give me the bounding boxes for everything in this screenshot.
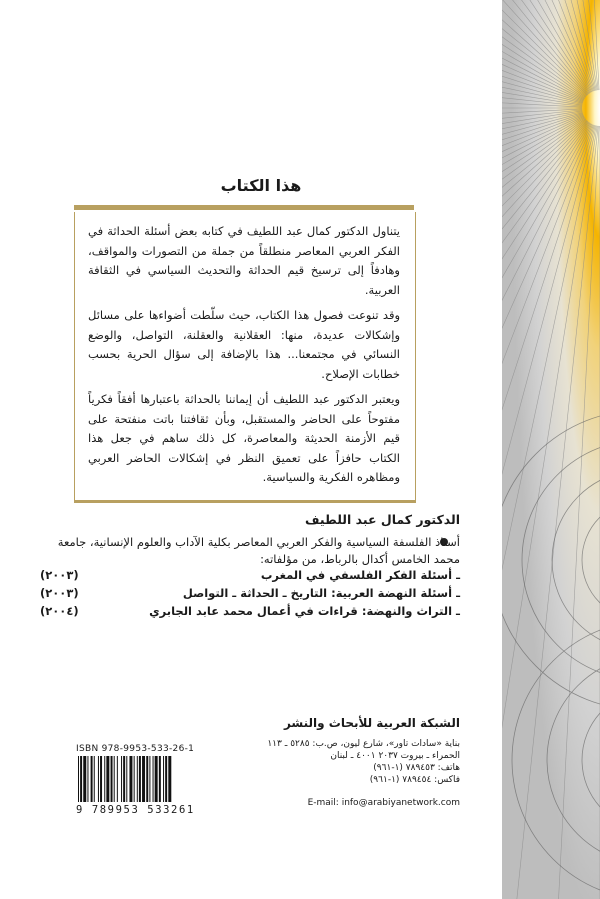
work-item (40, 584, 460, 602)
work-title: ـ التراث والنهضة: قراءات في أعمال محمد عابد الجابري (149, 604, 460, 618)
author-works-list (40, 566, 460, 620)
address-line: بناية «سادات تاور»، شارع ليون، ص.ب: ٥٢٨٥ ـ ١١٣ (267, 739, 460, 749)
publisher-name: الشبكة العربية للأبحاث والنشر (283, 716, 460, 730)
address-line: الحمراء ـ بيروت ٢٠٣٧ ٤٠٠١ ـ لبنان (330, 751, 460, 761)
work-year: (٢٠٠٣) (40, 568, 79, 582)
section-heading: هذا الكتاب (220, 176, 302, 195)
publisher-email: E-mail: info@arabiyanetwork.com (307, 798, 460, 808)
work-item (40, 566, 460, 584)
sunburst-art (502, 0, 600, 899)
work-title: ـ أسئلة النهضة العربية: التاريخ ـ الحداثة ـ التواصل (182, 586, 460, 600)
work-item (40, 602, 460, 620)
fax-line: فاكس: ٧٨٩٤٥٤ (١-٩٦١) (369, 775, 460, 785)
barcode-number: 9 789953 533261 (76, 804, 195, 816)
cover-art-strip (502, 0, 600, 899)
frame-bottom-bar (74, 500, 416, 503)
description-paragraph-1: يتناول الدكتور كمال عبد اللطيف في كتابه بعض أسئلة الحداثة في الفكر العربي المعاصر منطلقاً من جملة من التصورات والمواقف، وهادفاً إلى ترسيخ قيم الحداثة والتحديث السياسي في الثقافة العربية. (88, 224, 400, 297)
work-year: (٢٠٠٤) (40, 604, 79, 618)
barcode-icon (76, 756, 224, 802)
phone-line: هاتف: ٧٨٩٤٥٣ (١-٩٦١) (373, 763, 460, 773)
publisher-contact (230, 738, 460, 786)
author-bio: أستاذ الفلسفة السياسية والفكر العربي المعاصر بكلية الآداب والعلوم الإنسانية، جامعة محمد الخامس أكدال بالرباط، من مؤلفاته: (57, 535, 460, 566)
author-name: الدكتور كمال عبد اللطيف (305, 512, 460, 527)
work-year: (٢٠٠٣) (40, 586, 79, 600)
work-title: ـ أسئلة الفكر الفلسفي في المغرب (260, 568, 460, 582)
description-paragraph-2: وقد تنوعت فصول هذا الكتاب، حيث سلّطت أضواءها على مسائل وإشكالات عديدة، منها: العقلانية والعقلنة، التواصل، والوضع النسائي في مجتمعنا... هذا بالإضافة إلى سؤال الحرية بحسب خطابات الإصلاح. (88, 308, 400, 381)
frame-top-bar (74, 205, 414, 210)
description-paragraph-3: ويعتبر الدكتور عبد اللطيف أن إيماننا بالحداثة باعتبارها أفقاً فكرياً مفتوحاً على الحاضر والمستقبل، وبأن ثقافتنا باتت منفتحة على قيم الأزمنة الحديثة والمعاصرة، كل ذلك ساهم في جعل هذا الكتاب حافزاً على تعميق النظر في إشكالات الحاضر العربي ومظاهره الفكرية والسياسية. (88, 392, 400, 484)
isbn-label: ISBN 978-9953-533-26-1 (76, 744, 195, 754)
